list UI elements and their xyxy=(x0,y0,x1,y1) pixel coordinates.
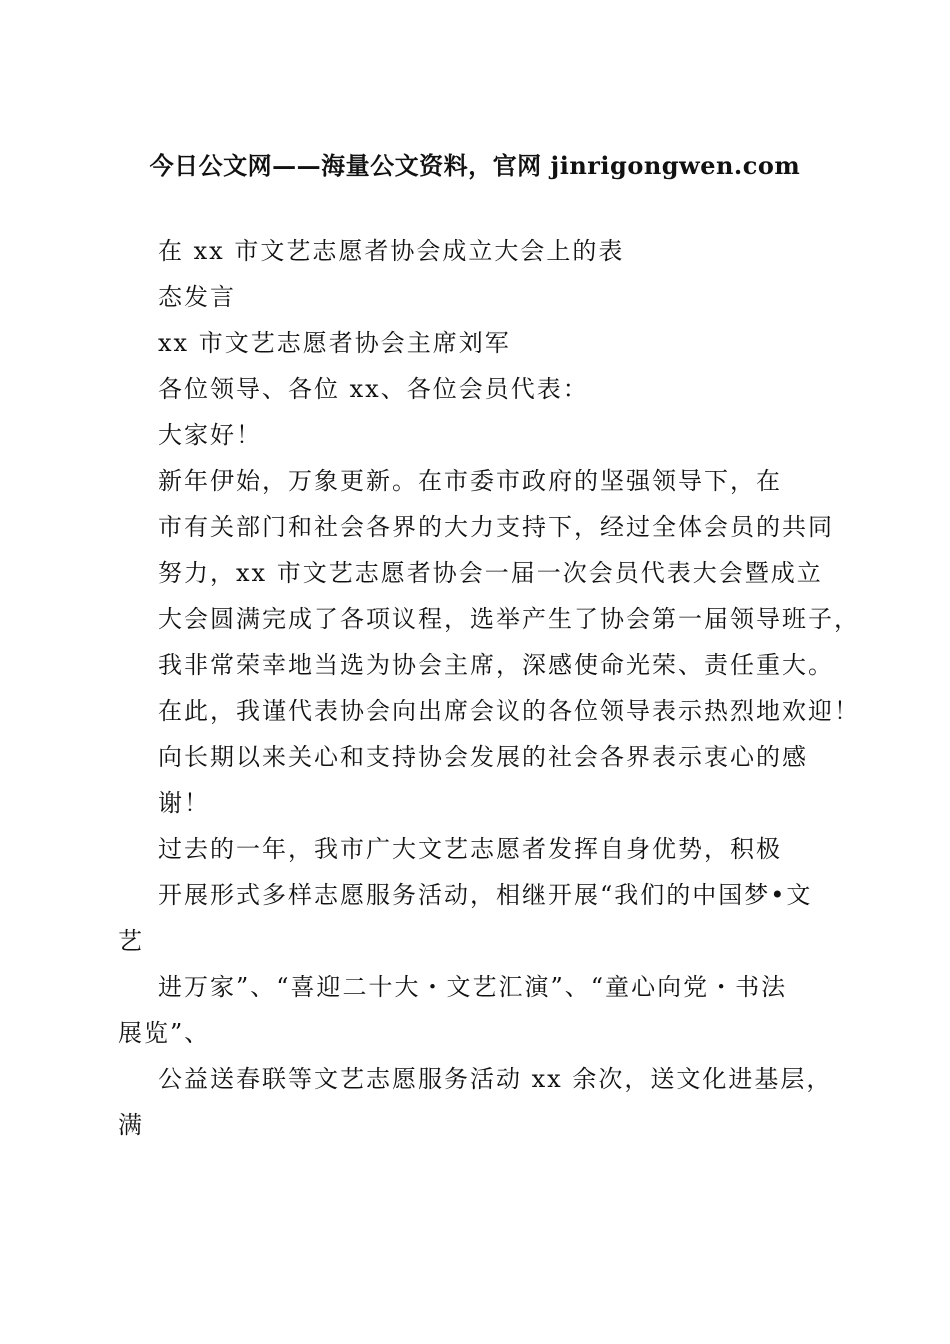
paragraph-line: 开展形式多样志愿服务活动，相继开展“我们的中国梦•文 xyxy=(158,881,813,909)
paragraph-line: 大会圆满完成了各项议程，选举产生了协会第一届领导班子， xyxy=(158,605,860,633)
paragraph-line: 公益送春联等文艺志愿服务活动 xx 余次，送文化进基层， xyxy=(158,1065,833,1093)
paragraph-line: 展览”、 xyxy=(118,1019,211,1047)
title-line-1: 在 xx 市文艺志愿者协会成立大会上的表 xyxy=(158,237,625,265)
paragraph-line: 满 xyxy=(118,1111,144,1139)
paragraph-line: 谢！ xyxy=(158,789,210,817)
paragraph-line: 过去的一年，我市广大文艺志愿者发挥自身优势，积极 xyxy=(158,835,782,863)
title-line-2: 态发言 xyxy=(158,283,236,311)
author-line: xx 市文艺志愿者协会主席刘军 xyxy=(158,329,511,357)
greeting: 大家好！ xyxy=(158,421,262,449)
salutation: 各位领导、各位 xx、各位会员代表： xyxy=(158,375,589,403)
site-header-title: 今日公文网——海量公文资料，官网 jinrigongwen.com xyxy=(149,151,801,180)
paragraph-line: 市有关部门和社会各界的大力支持下，经过全体会员的共同 xyxy=(158,513,834,541)
paragraph-line: 我非常荣幸地当选为协会主席，深感使命光荣、责任重大。 xyxy=(158,651,834,679)
paragraph-line: 新年伊始，万象更新。在市委市政府的坚强领导下，在 xyxy=(158,467,782,495)
paragraph-line: 在此，我谨代表协会向出席会议的各位领导表示热烈地欢迎！ xyxy=(158,697,860,725)
paragraph-line: 努力，xx 市文艺志愿者协会一届一次会员代表大会暨成立 xyxy=(158,559,823,587)
paragraph-line: 向长期以来关心和支持协会发展的社会各界表示衷心的感 xyxy=(158,743,808,771)
paragraph-line: 艺 xyxy=(118,927,144,955)
paragraph-line: 进万家”、“喜迎二十大・文艺汇演”、“童心向党・书法 xyxy=(158,973,788,1001)
